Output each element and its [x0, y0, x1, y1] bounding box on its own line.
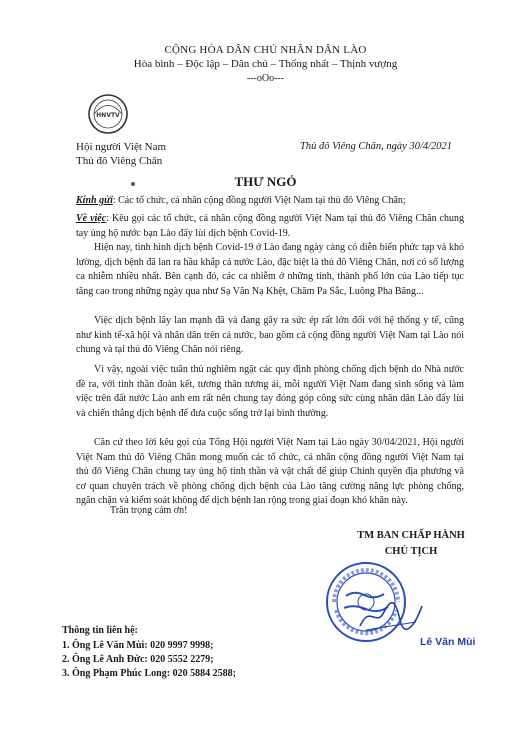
organization-logo [86, 93, 130, 135]
subject-label: Về việc [76, 213, 107, 224]
handwritten-signature [356, 598, 426, 634]
contact-item: 2. Ông Lê Anh Đức: 020 5552 2279; [62, 654, 214, 665]
body-paragraph-2: Việc dịch bệnh lây lan mạnh đã và đang gây ra sức ép rất lớn đối với hệ thống y tế, cũng như kinh tế-xã hội và nhân dân trên cả nước, bao gồm cả cộng đồng người Việt Nam tại Lào nói chung và tại thủ đô Viêng Chăn nói riêng. [76, 315, 464, 356]
country-name: CỘNG HÒA DÂN CHỦ NHÂN DÂN LÀO [164, 44, 367, 56]
document-title: THƯ NGỎ [234, 174, 297, 189]
body-paragraph-3: Vì vậy, ngoài việc tuân thủ nghiêm ngặt các quy định phòng chống dịch bệnh do Nhà nước đề ra, với tinh thần đoàn kết, tương thân tương ái, mỗi người Việt Nam đang sinh sống và làm việc trên đất nước Lào anh em rất nên chung tay đóng góp công sức cùng nhân dân Lào đẩy lùi và chiến thắng dịch bệnh để đưa cuộc sống trở lại bình thường. [76, 364, 464, 419]
contact-item: 3. Ông Phạm Phúc Long: 020 5884 2588; [62, 668, 236, 679]
signer-name: Lê Văn Mùi [420, 636, 476, 648]
organization-name: Hội người Việt Nam [76, 141, 167, 153]
body-paragraph-4: Căn cứ theo lời kêu gọi của Tổng Hội người Việt Nam tại Lào ngày 30/04/2021, Hội người Việt Nam thủ đô Viêng Chăn mong muốn các tổ chức, cá nhân cộng đồng người Việt Nam tại thủ đô Viêng Chăn chung tay ủng hộ tinh thần và vật chất để giúp Chính quyền địa phương và cơ quan chuyên trách về phòng chống dịch bệnh của Lào tăng cường năng lực phòng chống, ngăn chặn và kiểm soát không để dịch bệnh lan rộng trong giai đoạn khó khăn này. [76, 437, 464, 507]
signature-title: TM BAN CHẤP HÀNH [357, 530, 465, 541]
addressee-text: : Các tổ chức, cá nhân cộng đồng người Việt Nam tại thủ đô Viêng Chăn; [112, 195, 406, 206]
place-and-date: Thủ đô Viêng Chăn, ngày 30/4/2021 [300, 141, 453, 152]
contact-title: Thông tin liên hệ: [62, 625, 138, 636]
organization-city: Thủ đô Viêng Chăn [76, 155, 163, 167]
closing-thanks: Trân trọng cảm ơn! [110, 505, 188, 516]
header-ornament: ---oOo--- [246, 73, 285, 84]
subject-text: : Kêu gọi các tổ chức, cá nhân cộng đồng người Việt Nam tại thủ đô Viêng Chăn chung tay ủng hộ nước bạn Lào đẩy lùi dịch bệnh Covid-19. [76, 213, 465, 239]
addressee-label: Kính gửi [76, 195, 113, 206]
national-motto: Hòa bình – Độc lập – Dân chủ – Thống nhất – Thịnh vượng [133, 58, 398, 70]
body-paragraph-1: Hiện nay, tình hình dịch bệnh Covid-19 ở Lào đang ngày càng có diễn biến phức tạp và khó lường, dịch bệnh đã lan ra hầu khắp cả nước Lào, đặc biệt là thủ đô Viêng Chăn, nơi có số lượng ca nhiễm nhiều nhất. Bên cạnh đó, các ca nhiễm ở những tỉnh, thành phố lớn của Lào tiếp tục tăng cao trong những ngày qua như Sạ Văn Nạ Khệt, Chăm Pa Sắc, Luông Pha Băng... [76, 242, 464, 297]
signature-role: CHỦ TỊCH [384, 546, 438, 557]
subject-line [76, 212, 464, 241]
addressee-line [76, 194, 464, 209]
ink-dot [131, 182, 135, 186]
contact-item: 1. Ông Lê Văn Mùi: 020 9997 9998; [62, 640, 214, 651]
svg-text:HNVTV: HNVTV [96, 112, 120, 119]
